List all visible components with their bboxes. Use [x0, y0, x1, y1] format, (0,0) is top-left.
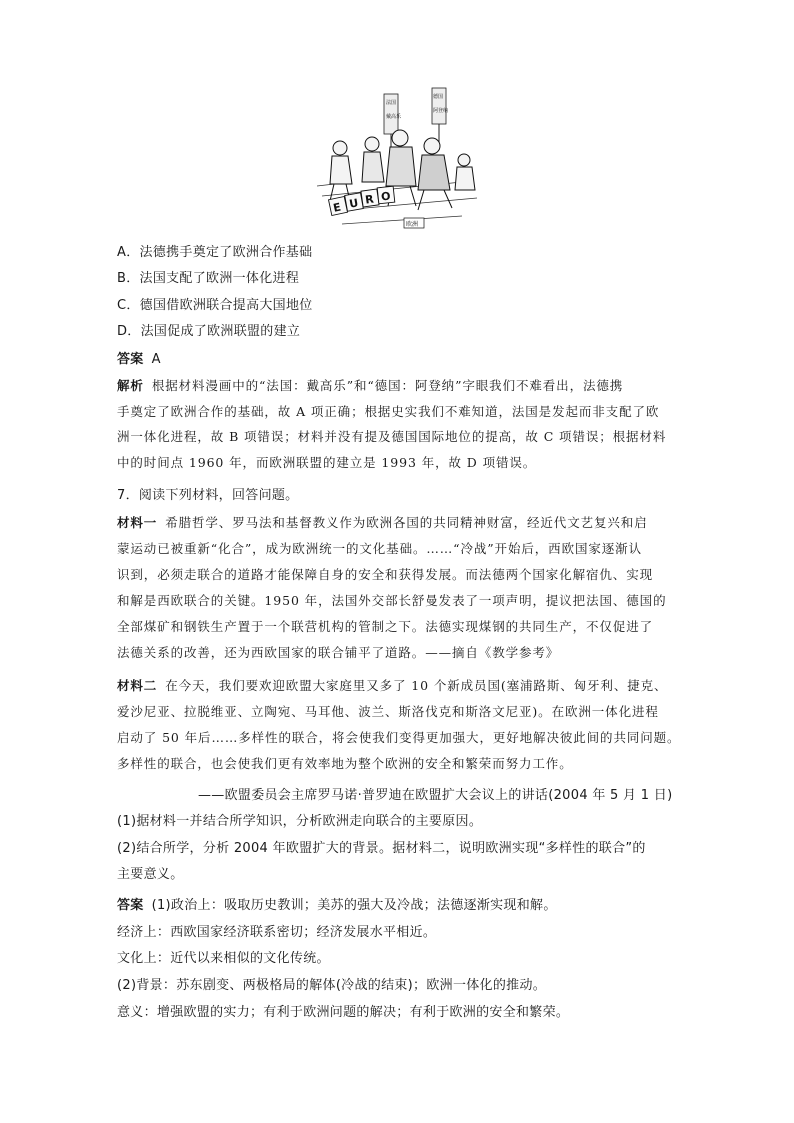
- analysis-line-3: 洲一体化进程，故 B 项错误；材料并没有提及德国国际地位的提高，故 C 项错误；根据材料: [117, 429, 667, 444]
- svg-text:戴高乐: 戴高乐: [386, 114, 402, 120]
- material1-line-4: 和解是西欧联合的关键。1950 年，法国外交部长舒曼发表了一项声明，提议把法国、德国的: [117, 593, 667, 608]
- analysis-text: 根据材料漫画中的“法国：戴高乐”和“德国：阿登纳”字眼我们不难看出，法德携: [151, 378, 624, 393]
- answer-7-line-4: (2)背景：苏东剧变、两极格局的解体(冷战的结束)；欧洲一体化的推动。: [117, 978, 547, 993]
- material1-line-6: 法德关系的改善，还为西欧国家的联合铺平了道路。——摘自《教学参考》: [117, 645, 560, 660]
- material2-line-3: 启动了 50 年后……多样性的联合，将会使我们变得更加强大，更好地解决彼此间的共同问题。: [117, 730, 681, 745]
- material1-text: 希腊哲学、罗马法和基督教义作为欧洲各国的共同精神财富，经近代文艺复兴和启: [165, 515, 648, 530]
- answer7-label: 答案: [117, 898, 144, 913]
- material2-text: 在今天，我们要欢迎欧盟大家庭里又多了 10 个新成员国(塞浦路斯、匈牙利、捷克、: [165, 678, 668, 693]
- material1-label: 材料一: [117, 515, 158, 530]
- material2-line-4: 多样性的联合，也会使我们更有效率地为整个欧洲的安全和繁荣而努力工作。: [117, 756, 573, 771]
- answer-7-line-3: 文化上：近代以来相似的文化传统。: [117, 951, 330, 966]
- question-7-1: (1)据材料一并结合所学知识，分析欧洲走向联合的主要原因。: [117, 814, 483, 829]
- question-7-2-line-2: 主要意义。: [117, 867, 184, 882]
- svg-text:U: U: [348, 196, 360, 211]
- svg-text:欧洲: 欧洲: [406, 221, 419, 228]
- svg-text:德国: 德国: [433, 94, 444, 100]
- answer-7-line-1: [117, 897, 557, 915]
- answer-label: 答案: [117, 352, 144, 367]
- option-a: A．法德携手奠定了欧洲合作基础: [117, 245, 313, 260]
- analysis-label: 解析: [117, 378, 144, 393]
- svg-text:O: O: [380, 189, 392, 204]
- analysis-line-4: 中的时间点 1960 年，而欧洲联盟的建立是 1993 年，故 D 项错误。: [117, 455, 537, 470]
- answer-7-line-2: 经济上：西欧国家经济联系密切；经济发展水平相近。: [117, 925, 437, 940]
- option-c: C．德国借欧洲联合提高大国地位: [117, 298, 313, 313]
- material2-source: ——欧盟委员会主席罗马诺·普罗迪在欧盟扩大会议上的讲话(2004 年 5 月 1 日): [198, 788, 673, 803]
- option-d: D．法国促成了欧洲联盟的建立: [117, 324, 301, 339]
- svg-text:法国: 法国: [386, 100, 397, 106]
- cartoon-illustration: [312, 86, 480, 236]
- question-7-2-line-1: (2)结合所学，分析 2004 年欧盟扩大的背景。据材料二，说明欧洲实现“多样性的联合”的: [117, 841, 646, 856]
- material2-line-1: [117, 677, 667, 695]
- material1-line-3: 识到，必须走联合的道路才能保障自身的安全和获得发展。而法德两个国家化解宿仇、实现: [117, 567, 654, 582]
- analysis-line-2: 手奠定了欧洲合作的基础，故 A 项正确；根据史实我们不难知道，法国是发起而非支配了欧: [117, 404, 660, 419]
- option-b: B．法国支配了欧洲一体化进程: [117, 271, 300, 286]
- material1-line-1: [117, 514, 648, 532]
- analysis-line-1: [117, 377, 623, 395]
- answer-1: [117, 351, 161, 369]
- answer-7-line-5: 意义：增强欧盟的实力；有利于欧洲问题的解决；有利于欧洲的安全和繁荣。: [117, 1005, 570, 1020]
- material1-line-2: 蒙运动已被重新“化合”，成为欧洲统一的文化基础。……“冷战”开始后，西欧国家逐渐认: [117, 541, 642, 556]
- answer7-text: (1)政治上：吸取历史教训；美苏的强大及冷战；法德逐渐实现和解。: [151, 898, 557, 913]
- answer-value: A: [151, 352, 161, 367]
- material2-line-2: 爱沙尼亚、拉脱维亚、立陶宛、马耳他、波兰、斯洛伐克和斯洛文尼亚)。在欧洲一体化进程: [117, 704, 659, 719]
- material1-line-5: 全部煤矿和钢铁生产置于一个联营机构的管制之下。法德实现煤钢的共同生产，不仅促进了: [117, 619, 654, 634]
- question-7: 7．阅读下列材料，回答问题。: [117, 488, 299, 503]
- material2-label: 材料二: [117, 678, 158, 693]
- svg-text:R: R: [364, 192, 375, 207]
- svg-text:E: E: [332, 200, 343, 215]
- svg-text:阿登纳: 阿登纳: [433, 108, 449, 114]
